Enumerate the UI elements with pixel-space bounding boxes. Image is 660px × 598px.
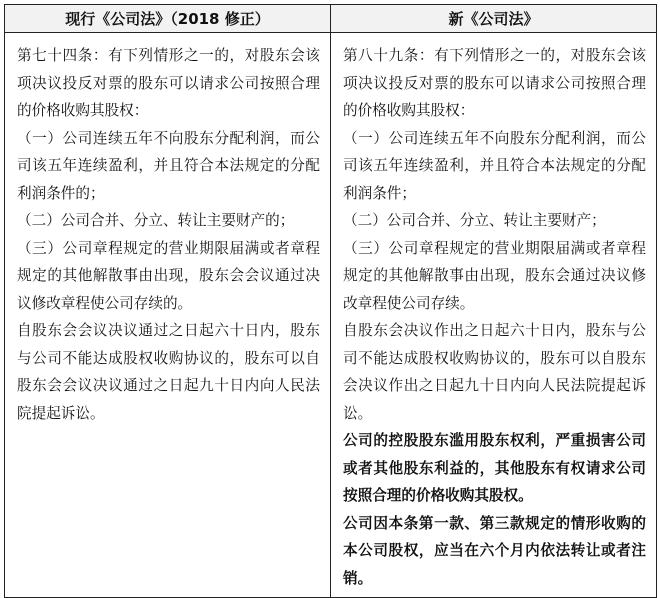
current-law-text (6, 34, 329, 431)
current-law-cell (5, 33, 331, 598)
article-89-controlling-shareholder: 公司的控股股东滥用股东权利，严重损害公司或者其他股东利益的，其他股东有权请求公司按照合理的价格收购其股权。 (343, 432, 646, 504)
new-law-text (332, 34, 655, 596)
article-89-item-1: （一）公司连续五年不向股东分配利润，而公司该五年连续盈利，并且符合本法规定的分配利润条件； (343, 129, 646, 202)
article-74-item-1: （一）公司连续五年不向股东分配利润，而公司该五年连续盈利，并且符合本法规定的分配利润条件的； (17, 129, 320, 202)
current-law-header: 现行《公司法》（2018 修正） (5, 5, 331, 33)
law-comparison-table (4, 4, 657, 598)
content-row (5, 33, 657, 598)
article-74-intro: 第七十四条：有下列情形之一的，对股东会该项决议投反对票的股东可以请求公司按照合理的价格收购其股权： (17, 47, 320, 119)
new-law-cell (331, 33, 657, 598)
article-89-litigation: 自股东会决议作出之日起六十日内，股东与公司不能达成股权收购协议的，股东可以自股东会决议作出之日起九十日内向人民法院提起诉讼。 (343, 322, 646, 422)
article-74-litigation: 自股东会会议决议通过之日起六十日内，股东与公司不能达成股权收购协议的，股东可以自股东会会议决议通过之日起九十日内向人民法院提起诉讼。 (17, 322, 320, 422)
article-89-intro: 第八十九条：有下列情形之一的，对股东会该项决议投反对票的股东可以请求公司按照合理的价格收购其股权： (343, 47, 646, 119)
article-89-item-2: （二）公司合并、分立、转让主要财产； (343, 212, 606, 229)
article-74-item-3: （三）公司章程规定的营业期限届满或者章程规定的其他解散事由出现，股东会会议通过决议修改章程使公司存续的。 (17, 239, 320, 312)
article-74-item-2: （二）公司合并、分立、转让主要财产的； (17, 212, 295, 229)
new-law-header: 新《公司法》 (331, 5, 657, 33)
article-89-transfer-or-cancel: 公司因本条第一款、第三款规定的情形收购的本公司股权，应当在六个月内依法转让或者注销。 (343, 514, 646, 587)
header-row (5, 5, 657, 33)
article-89-item-3: （三）公司章程规定的营业期限届满或者章程规定的其他解散事由出现，股东会通过决议修改章程使公司存续。 (343, 239, 646, 312)
